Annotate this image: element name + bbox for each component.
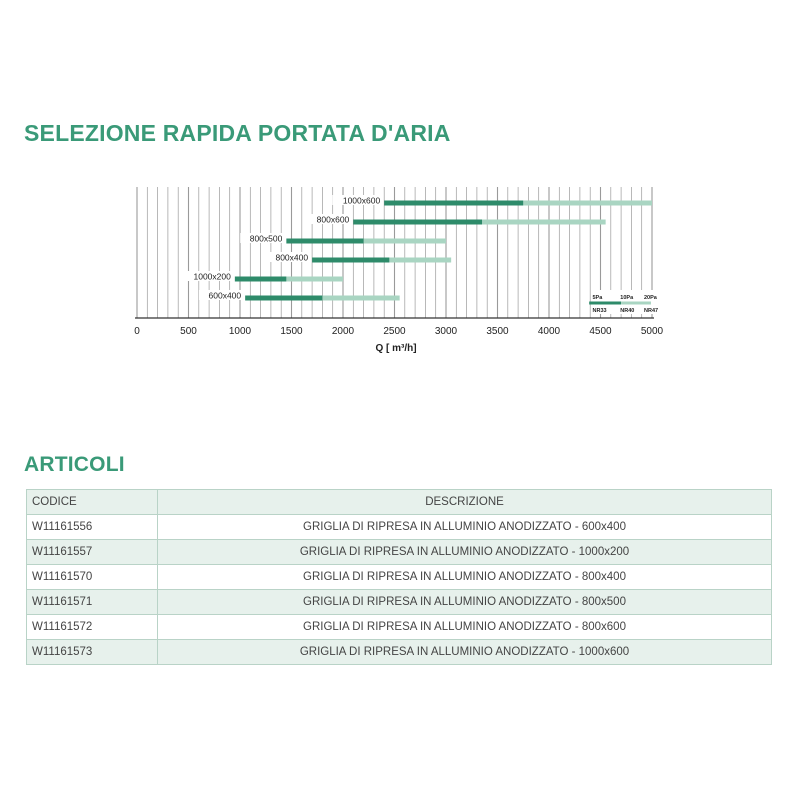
x-tick-label: 5000 [640, 326, 664, 337]
x-tick-label: 1000 [228, 326, 252, 337]
x-tick-label: 3000 [434, 326, 458, 337]
bar-light-segment [523, 201, 652, 206]
article-code: W11161557 [27, 540, 158, 565]
legend-dark-swatch [589, 302, 621, 305]
x-tick-label: 4000 [537, 326, 561, 337]
bar-dark-segment [235, 277, 287, 282]
chart-title: SELEZIONE RAPIDA PORTATA D'ARIA [24, 120, 451, 146]
articles-table [26, 489, 772, 665]
legend-noise-label: NR47 [644, 308, 659, 314]
article-description: GRIGLIA DI RIPRESA IN ALLUMINIO ANODIZZATO - 800x400 [158, 565, 772, 590]
bar-light-segment [286, 277, 343, 282]
x-tick-label: 3500 [486, 326, 509, 337]
legend-light-swatch [621, 302, 651, 305]
article-description: GRIGLIA DI RIPRESA IN ALLUMINIO ANODIZZATO - 600x400 [158, 515, 772, 540]
header-descrizione: DESCRIZIONE [158, 490, 772, 515]
bar-label: 800x400 [275, 252, 309, 263]
bar-light-segment [364, 239, 446, 244]
table-row [27, 640, 772, 665]
article-description: GRIGLIA DI RIPRESA IN ALLUMINIO ANODIZZATO - 1000x200 [158, 540, 772, 565]
article-description: GRIGLIA DI RIPRESA IN ALLUMINIO ANODIZZATO - 800x600 [158, 615, 772, 640]
bar-dark-segment [312, 258, 389, 263]
bar-light-segment [389, 258, 451, 263]
table-row [27, 565, 772, 590]
bar-dark-segment [245, 296, 322, 301]
legend-pressure-label: 5Pa [592, 295, 603, 301]
bar-dark-segment [286, 239, 363, 244]
bar-light-segment [322, 296, 399, 301]
article-description: GRIGLIA DI RIPRESA IN ALLUMINIO ANODIZZATO - 800x500 [158, 590, 772, 615]
article-code: W11161571 [27, 590, 158, 615]
bar-dark-segment [384, 201, 523, 206]
article-code: W11161572 [27, 615, 158, 640]
article-code: W11161556 [27, 515, 158, 540]
bar-label: 800x500 [249, 233, 283, 244]
bar-dark-segment [353, 220, 482, 225]
table-row [27, 615, 772, 640]
table-row [27, 540, 772, 565]
article-code: W11161573 [27, 640, 158, 665]
legend-pressure-label: 20Pa [644, 295, 657, 301]
table-row [27, 590, 772, 615]
x-tick-label: 2500 [383, 326, 406, 337]
x-tick-label: 1500 [280, 326, 303, 337]
header-codice: CODICE [27, 490, 158, 515]
bar-label: 1000x600 [342, 195, 381, 206]
bar-label: 1000x200 [193, 271, 231, 282]
bar-label: 600x400 [208, 290, 242, 301]
article-description: GRIGLIA DI RIPRESA IN ALLUMINIO ANODIZZATO - 1000x600 [158, 640, 772, 665]
legend-pressure-label: 10Pa [620, 295, 634, 301]
x-tick-label: 2000 [331, 326, 355, 337]
x-axis-label: Q [ m³/h] [375, 343, 417, 354]
bar-light-segment [482, 220, 606, 225]
x-tick-label: 500 [180, 326, 197, 337]
legend-noise-label: NR33 [592, 308, 607, 314]
table-row [27, 515, 772, 540]
x-tick-label: 0 [134, 326, 140, 337]
articoli-title: ARTICOLI [24, 453, 125, 476]
table-header-row [27, 490, 772, 515]
x-tick-label: 4500 [589, 326, 612, 337]
legend-noise-label: NR40 [620, 308, 635, 314]
article-code: W11161570 [27, 565, 158, 590]
bar-label: 800x600 [316, 214, 350, 225]
